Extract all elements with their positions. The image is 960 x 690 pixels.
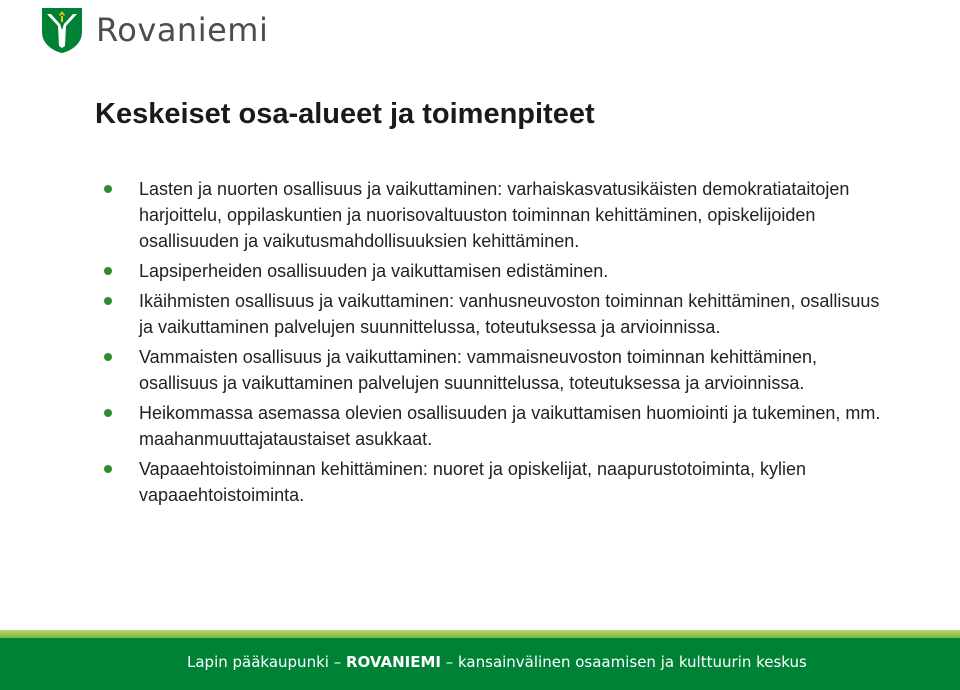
- bullet-text: Lapsiperheiden osallisuuden ja vaikuttamisen edistäminen.: [139, 261, 609, 281]
- bullet-text: Lasten ja nuorten osallisuus ja vaikuttaminen: varhaiskasvatusikäisten demokratiataitojen harjoittelu, oppilaskuntien ja nuorisovaltuuston toiminnan kehittäminen, opiskelijoiden osallisuuden ja vaikutusmahdollisuuksien kehittäminen.: [139, 179, 850, 251]
- bullet-dot-icon: [104, 465, 112, 473]
- bullet-item: [104, 400, 894, 452]
- bullet-text: Heikommassa asemassa olevien osallisuuden ja vaikuttamisen huomiointi ja tukeminen, mm. maahanmuuttajataustaiset asukkaat.: [139, 403, 881, 449]
- bullet-text: Ikäihmisten osallisuus ja vaikuttaminen: vanhusneuvoston toiminnan kehittäminen, osallisuus ja vaikuttaminen palvelujen suunnittelussa, toteutuksessa ja arvioinnissa.: [139, 291, 880, 337]
- bullet-item: [104, 288, 894, 340]
- coat-of-arms-icon: [40, 6, 84, 54]
- bullet-text: Vapaaehtoistoiminnan kehittäminen: nuoret ja opiskelijat, naapurustotoiminta, kylien vapaaehtoistoiminta.: [139, 459, 807, 505]
- bullet-item: [104, 456, 894, 508]
- bullet-item: [104, 258, 894, 284]
- bullet-dot-icon: [104, 297, 112, 305]
- logo-wordmark: Rovaniemi: [96, 11, 269, 49]
- bullet-dot-icon: [104, 409, 112, 417]
- rovaniemi-logo: [40, 6, 268, 54]
- bullet-dot-icon: [104, 353, 112, 361]
- footer-slogan: [187, 652, 807, 672]
- footer-slogan-suffix: – kansainvälinen osaamisen ja kulttuurin keskus: [440, 653, 807, 671]
- footer-stripe: [0, 630, 960, 638]
- footer-slogan-prefix: Lapin pääkaupunki –: [187, 653, 346, 671]
- bullet-dot-icon: [104, 267, 112, 275]
- bullet-list: [104, 176, 894, 512]
- footer-banner: [0, 630, 960, 690]
- slide-title: Keskeiset osa-alueet ja toimenpiteet: [95, 98, 595, 130]
- bullet-text: Vammaisten osallisuus ja vaikuttaminen: vammaisneuvoston toiminnan kehittäminen, osallisuus ja vaikuttaminen palvelujen suunnittelussa, toteutuksessa ja arvioinnissa.: [139, 347, 817, 393]
- bullet-dot-icon: [104, 185, 112, 193]
- bullet-item: [104, 344, 894, 396]
- footer-slogan-emphasis: ROVANIEMI: [345, 653, 441, 671]
- bullet-item: [104, 176, 894, 254]
